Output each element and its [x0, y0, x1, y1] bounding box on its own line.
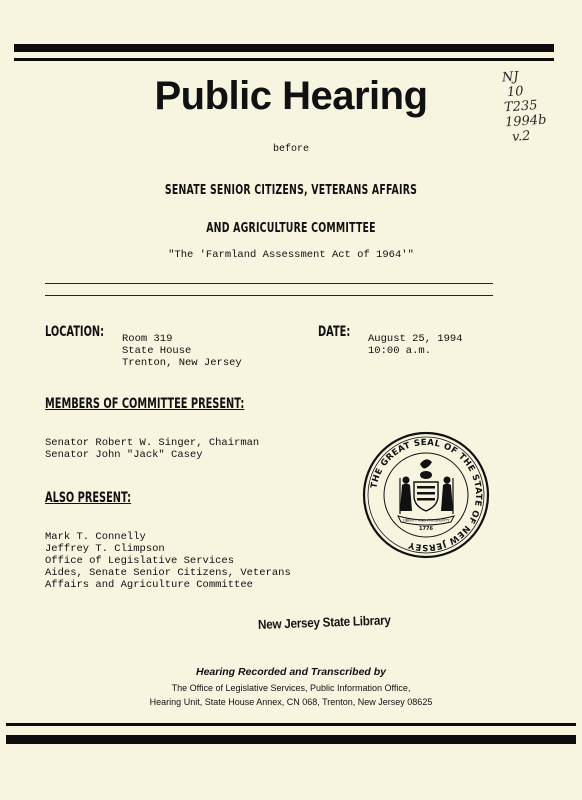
before-text: before — [272, 144, 309, 155]
also-present-label: ALSO PRESENT: — [45, 490, 132, 506]
location-line-1: Room 319 — [122, 333, 173, 345]
handwritten-call-number: NJ 10 T235 1994b v.2 — [501, 69, 547, 145]
location-line-2: State House — [122, 345, 192, 357]
divider-rule-2 — [45, 295, 493, 296]
top-thin-bar — [14, 58, 554, 61]
office-line-2: Hearing Unit, State House Annex, CN 068, Trenton, New Jersey 08625 — [149, 697, 433, 707]
svg-text:THE GREAT SEAL OF THE STATE OF: THE GREAT SEAL OF THE STATE OF NEW JERSEY — [369, 437, 484, 553]
location-label: LOCATION: — [45, 324, 105, 340]
also-line-4: Aides, Senate Senior Citizens, Veterans — [45, 567, 291, 579]
members-label: MEMBERS OF COMMITTEE PRESENT: — [45, 396, 245, 412]
also-line-2: Jeffrey T. Climpson — [45, 543, 165, 555]
divider-rule-1 — [45, 283, 493, 284]
also-line-1: Mark T. Connelly — [45, 531, 146, 543]
state-seal-icon — [362, 430, 490, 560]
library-stamp: New Jersey State Library — [257, 612, 391, 632]
location-line-3: Trenton, New Jersey — [122, 357, 242, 369]
committee-line-1: SENATE SENIOR CITIZENS, VETERANS AFFAIRS — [164, 183, 418, 198]
office-line-1: The Office of Legislative Services, Public Information Office, — [171, 683, 411, 693]
top-thick-bar — [14, 44, 554, 52]
also-line-3: Office of Legislative Services — [45, 555, 235, 567]
page-title: Public Hearing — [154, 74, 428, 118]
hearing-subject: "The 'Farmland Assessment Act of 1964'" — [168, 249, 414, 261]
member-line-2: Senator John "Jack" Casey — [45, 449, 203, 461]
bottom-thin-bar — [6, 723, 576, 726]
committee-line-2: AND AGRICULTURE COMMITTEE — [206, 221, 376, 236]
date-label: DATE: — [318, 324, 351, 340]
recorded-by-text: Hearing Recorded and Transcribed by — [195, 666, 387, 678]
svg-text:LIBERTY AND PROSPERITY: LIBERTY AND PROSPERITY — [402, 518, 450, 523]
date-line-2: 10:00 a.m. — [368, 345, 432, 357]
svg-text:1776: 1776 — [419, 526, 433, 532]
also-line-5: Affairs and Agriculture Committee — [45, 579, 253, 591]
date-line-1: August 25, 1994 — [368, 333, 463, 345]
member-line-1: Senator Robert W. Singer, Chairman — [45, 437, 260, 449]
bottom-thick-bar — [6, 735, 576, 744]
